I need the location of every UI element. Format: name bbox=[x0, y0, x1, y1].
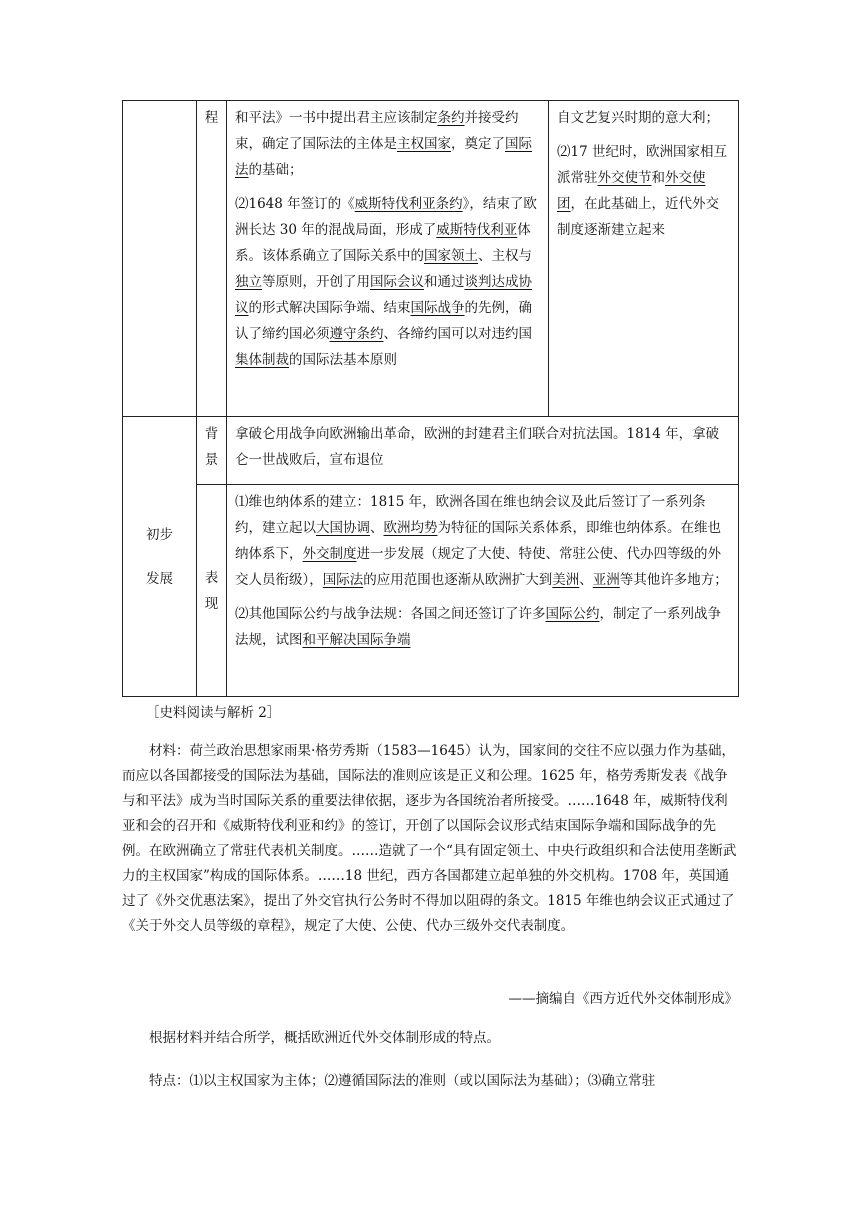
text-run: ，奠定了 bbox=[451, 136, 505, 152]
row-label-cell bbox=[197, 101, 227, 417]
source-text: ——摘编自《西方近代外交体制形成》 bbox=[508, 991, 738, 1007]
underlined-keyword: 外交使团 bbox=[557, 170, 706, 212]
underlined-keyword: 大国协调 bbox=[316, 520, 370, 536]
table-row bbox=[123, 101, 739, 417]
underlined-keyword: 外交制度 bbox=[302, 546, 357, 562]
text-run: 体系。该体系确立了国际关系中的 bbox=[235, 222, 531, 264]
text-run: 、 bbox=[370, 520, 384, 536]
text-run: 和 bbox=[651, 170, 665, 186]
text-run: ，在此基础上，近代外交制度逐渐建立起来 bbox=[557, 196, 719, 238]
text-run: 的应用范围也逐渐从欧洲扩大到 bbox=[363, 572, 553, 588]
background-label-2: 景 bbox=[204, 452, 219, 468]
text-run: 、各缔约国可以对违约国 bbox=[383, 326, 532, 342]
text-run: 为特征的国际关系体系，即维也纳体系。在维也纳体系下， bbox=[235, 520, 721, 562]
group-cell-empty bbox=[123, 101, 197, 417]
underlined-keyword: 遵守条约 bbox=[329, 326, 384, 342]
background-label-cell bbox=[197, 417, 227, 485]
text-run: ⑴维也纳体系的建立：1815 年，欧洲各国在维也纳会议及此后签订了一系列条约，建立起以 bbox=[235, 494, 706, 536]
group-label-line-1: 初步 bbox=[146, 526, 173, 543]
underlined-keyword: 威斯特伐利亚条约 bbox=[354, 196, 463, 212]
diplomacy-content-cell bbox=[549, 101, 739, 417]
diplomacy-paragraph-2 bbox=[557, 139, 730, 243]
question-text: 根据材料并结合所学，概括欧洲近代外交体制形成的特点。 bbox=[149, 1030, 500, 1046]
underlined-keyword: 独立 bbox=[235, 274, 262, 290]
underlined-keyword: 国家领土 bbox=[424, 248, 478, 264]
text-run: 和平法》一书中提出君主应该制定 bbox=[235, 110, 438, 126]
background-label-1: 背 bbox=[204, 426, 219, 442]
background-content-cell bbox=[227, 417, 739, 485]
text-run: 并接受约束，确定了国际法的主体是 bbox=[235, 110, 519, 152]
underlined-keyword: 欧洲均势 bbox=[383, 520, 438, 536]
text-run: 自文艺复兴时期的意大利； bbox=[557, 110, 719, 126]
underlined-keyword: 美洲 bbox=[552, 572, 580, 588]
history-table bbox=[122, 100, 739, 697]
process-paragraph-1 bbox=[235, 105, 540, 183]
group-label-line-2: 发展 bbox=[146, 570, 173, 587]
diplomacy-paragraph-1 bbox=[557, 105, 730, 131]
show-label-cell bbox=[197, 485, 227, 697]
underlined-keyword: 谈判达成协议 bbox=[235, 274, 532, 316]
answer-block bbox=[122, 1069, 738, 1094]
process-content-cell bbox=[227, 101, 549, 417]
underlined-keyword: 亚洲 bbox=[592, 572, 620, 588]
underlined-keyword: 国际公约 bbox=[545, 606, 600, 622]
text-run: 、 bbox=[579, 572, 593, 588]
source-line bbox=[122, 987, 738, 1012]
text-run: 和通过 bbox=[424, 274, 465, 290]
text-run: 等原则，开创了用 bbox=[262, 274, 370, 290]
show-content-cell bbox=[227, 485, 739, 697]
text-run: 的形式解决国际争端、结束 bbox=[248, 300, 411, 316]
underlined-keyword: 国际法 bbox=[235, 136, 532, 178]
section-title: ［史料阅读与解析 2］ bbox=[146, 705, 281, 721]
background-text: 拿破仑用战争向欧洲输出革命，欧洲的封建君主们联合对抗法国。1814 年，拿破仑一世战败后，宣布退位 bbox=[235, 426, 720, 468]
show-paragraph-1 bbox=[235, 489, 730, 593]
text-run: ，制定了一系列战争法规，试图 bbox=[235, 606, 721, 648]
underlined-keyword: 国际会议 bbox=[370, 274, 424, 290]
text-run: 进一步发展（规定了大使、特使、常驻公使、代办四等级的外交人员衔级）， bbox=[235, 546, 721, 588]
underlined-keyword: 国际法 bbox=[322, 572, 364, 588]
group-label-cell bbox=[123, 417, 197, 697]
underlined-keyword: 条约 bbox=[437, 110, 465, 126]
underlined-keyword: 威斯特伐利亚 bbox=[436, 222, 518, 238]
answer-text: 特点：⑴以主权国家为主体；⑵遵循国际法的准则（或以国际法为基础）；⑶确立常驻 bbox=[149, 1073, 656, 1089]
text-run: 》，结束了欧洲长达 30 年的混战局面，形成了 bbox=[235, 196, 537, 238]
text-run: 的基础； bbox=[248, 162, 303, 178]
question-block bbox=[122, 1026, 738, 1051]
text-run: 、主权与 bbox=[478, 248, 532, 264]
text-run: ⑵17 世纪时，欧洲国家相互派常驻 bbox=[557, 144, 727, 186]
table-row bbox=[123, 417, 739, 485]
underlined-keyword: 外交使节 bbox=[597, 170, 652, 186]
underlined-keyword: 和平解决国际争端 bbox=[302, 632, 411, 648]
material-block bbox=[122, 739, 738, 939]
underlined-keyword: 主权国家 bbox=[397, 136, 451, 152]
text-run: 等其他许多地方； bbox=[619, 572, 728, 588]
underlined-keyword: 国际战争 bbox=[410, 300, 465, 316]
material-text: 材料：荷兰政治思想家雨果·格劳秀斯（1583—1645）认为，国家间的交往不应以强力作为基础，而应以各国都接受的国际法为基础，国际法的准则应该是正义和公理。1625 年，格劳秀斯发表《战争与和平法》成为当时国际关系的重要法律依据，逐步为各国统治者所接受。……1648 年，威斯特伐利亚和会的召开和《威斯特伐利亚和约》的签订，开创了以国际会议形式结束国际争端和国际战争的先例。在欧洲确立了常驻代表机关制度。……造就了一个“具有固定领土、中央行政组织和合法使用垄断武力的主权国家”构成的国际体系。……18 世纪，西方各国都建立起单独的外交机构。1708 年，英国通过了《外交优惠法案》，提出了外交官执行公务时不得加以阻碍的条文。1815 年维也纳会议正式通过了《关于外交人员等级的章程》，规定了大使、公使、代办三级外交代表制度。 bbox=[122, 743, 737, 934]
row-label: 程 bbox=[204, 110, 219, 126]
show-label-1: 表 bbox=[204, 569, 219, 586]
text-run: 的国际法基本原则 bbox=[289, 352, 397, 368]
show-label-2: 现 bbox=[204, 595, 219, 612]
process-paragraph-2 bbox=[235, 191, 540, 373]
underlined-keyword: 集体制裁 bbox=[235, 352, 289, 368]
text-run: ⑵其他国际公约与战争法规：各国之间还签订了许多 bbox=[235, 606, 546, 622]
table-row bbox=[123, 485, 739, 697]
text-run: ⑵1648 年签订的《 bbox=[235, 196, 355, 212]
show-paragraph-2 bbox=[235, 601, 730, 653]
text-run: 的先例，确认了缔约国必须 bbox=[235, 300, 532, 342]
